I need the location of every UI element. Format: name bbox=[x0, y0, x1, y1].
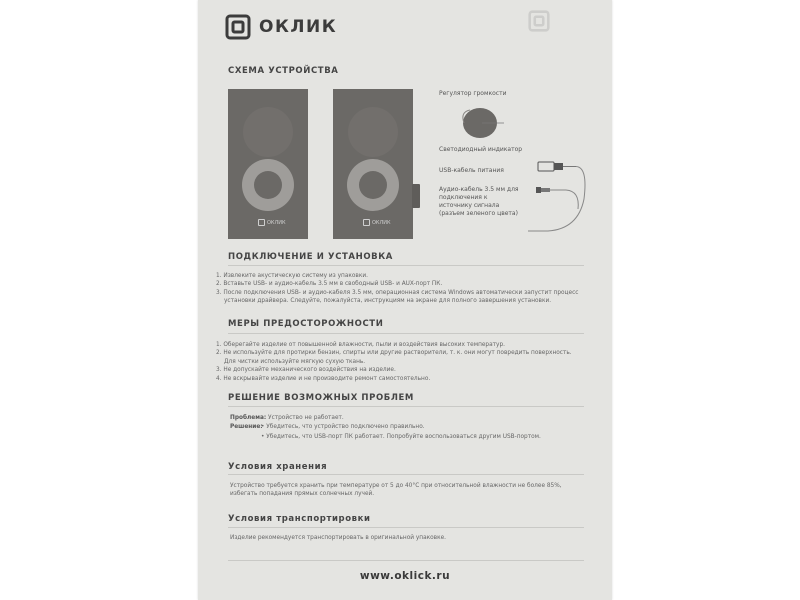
usb-label: USB-кабель питания bbox=[439, 167, 504, 174]
led-label: Светодиодный индикатор bbox=[439, 146, 523, 153]
schema-title: СХЕМА УСТРОЙСТВА bbox=[228, 66, 339, 76]
storage-text: Устройство требуется хранить при температуре от 5 до 40°С при относительной влажности не более 85%, избегать попадания прямых солнечных лучей. bbox=[230, 483, 562, 498]
brand-name: ОКЛИК bbox=[259, 17, 338, 37]
speaker-left-tweeter bbox=[243, 107, 293, 157]
speaker-left bbox=[228, 89, 308, 239]
showthrough-logo bbox=[528, 10, 550, 36]
section-divider bbox=[228, 265, 584, 266]
problem-text: Устройство не работает. bbox=[268, 415, 344, 421]
list-item: 2. Не используйте для протирки бензин, спирты или другие растворители, т. к. они могут повредить поверхность. bbox=[216, 350, 572, 357]
speaker-right-tweeter bbox=[348, 107, 398, 157]
problem-label: Проблема: bbox=[230, 415, 267, 421]
speaker-left-woofer-center bbox=[254, 171, 282, 199]
cable-icon bbox=[518, 159, 608, 239]
list-item: установки драйвера. Следуйте, пожалуйста, инструкциям на экране для полного завершения установки. bbox=[224, 298, 552, 305]
storage-title: Условия хранения bbox=[228, 462, 328, 472]
list-item: Для чистки используйте мягкую сухую ткань. bbox=[224, 358, 366, 365]
volume-label: Регулятор громкости bbox=[439, 90, 507, 97]
speaker-side-panel bbox=[412, 184, 420, 208]
speaker-right bbox=[333, 89, 413, 239]
precautions-title: МЕРЫ ПРЕДОСТОРОЖНОСТИ bbox=[228, 319, 384, 329]
list-item: 2. Вставьте USB- и аудио-кабель 3.5 мм в свободный USB- и AUX-порт ПК. bbox=[216, 281, 443, 288]
brand-header bbox=[225, 14, 338, 44]
showthrough-logo-icon bbox=[528, 10, 550, 32]
transport-title: Условия транспортировки bbox=[228, 514, 371, 524]
volume-knob-icon bbox=[456, 102, 516, 144]
speaker-logo-icon bbox=[363, 219, 370, 226]
connection-list bbox=[216, 272, 596, 306]
section-divider bbox=[228, 406, 584, 407]
speaker-right-woofer-center bbox=[359, 171, 387, 199]
section-divider bbox=[228, 474, 584, 475]
speaker-logo-text: ОКЛИК bbox=[372, 220, 391, 226]
speaker-logo-text: ОКЛИК bbox=[267, 220, 286, 226]
section-divider bbox=[228, 333, 584, 334]
section-divider bbox=[228, 527, 584, 528]
footer-divider bbox=[228, 560, 584, 561]
manual-page bbox=[198, 0, 612, 600]
solution-item: • Убедитесь, что устройство подключено правильно. bbox=[261, 424, 425, 430]
speaker-right-logo bbox=[363, 219, 391, 226]
connection-title: ПОДКЛЮЧЕНИЕ И УСТАНОВКА bbox=[228, 252, 393, 262]
troubleshooting-title: РЕШЕНИЕ ВОЗМОЖНЫХ ПРОБЛЕМ bbox=[228, 393, 414, 403]
website-url: www.oklick.ru bbox=[359, 570, 451, 582]
list-item: 1. Оберегайте изделие от повышенной влажности, пыли и воздействия высоких температур. bbox=[216, 342, 505, 348]
speaker-left-logo bbox=[258, 219, 286, 226]
brand-logo-icon bbox=[225, 14, 251, 40]
list-item: 3. Не допускайте механического воздействия на изделие. bbox=[216, 367, 396, 374]
list-item: 1. Извлеките акустическую систему из упаковки. bbox=[216, 273, 368, 279]
problem-row bbox=[230, 414, 590, 422]
solution-label: Решение: bbox=[230, 424, 263, 430]
transport-text: Изделие рекомендуется транспортировать в оригинальной упаковке. bbox=[230, 535, 446, 541]
precautions-list bbox=[216, 341, 596, 383]
speaker-logo-icon bbox=[258, 219, 265, 226]
list-item: 3. После подключения USB- и аудио-кабеля 3.5 мм, операционная система Windows автоматически запустит процесс bbox=[216, 289, 579, 296]
audio-label: Аудио-кабель 3.5 мм для подключения к источнику сигнала (разъем зеленого цвета) bbox=[439, 186, 519, 217]
solution-item: • Убедитесь, что USB-порт ПК работает. Попробуйте воспользоваться другим USB-портом. bbox=[261, 434, 541, 440]
list-item: 4. Не вскрывайте изделие и не производите ремонт самостоятельно. bbox=[216, 375, 431, 382]
